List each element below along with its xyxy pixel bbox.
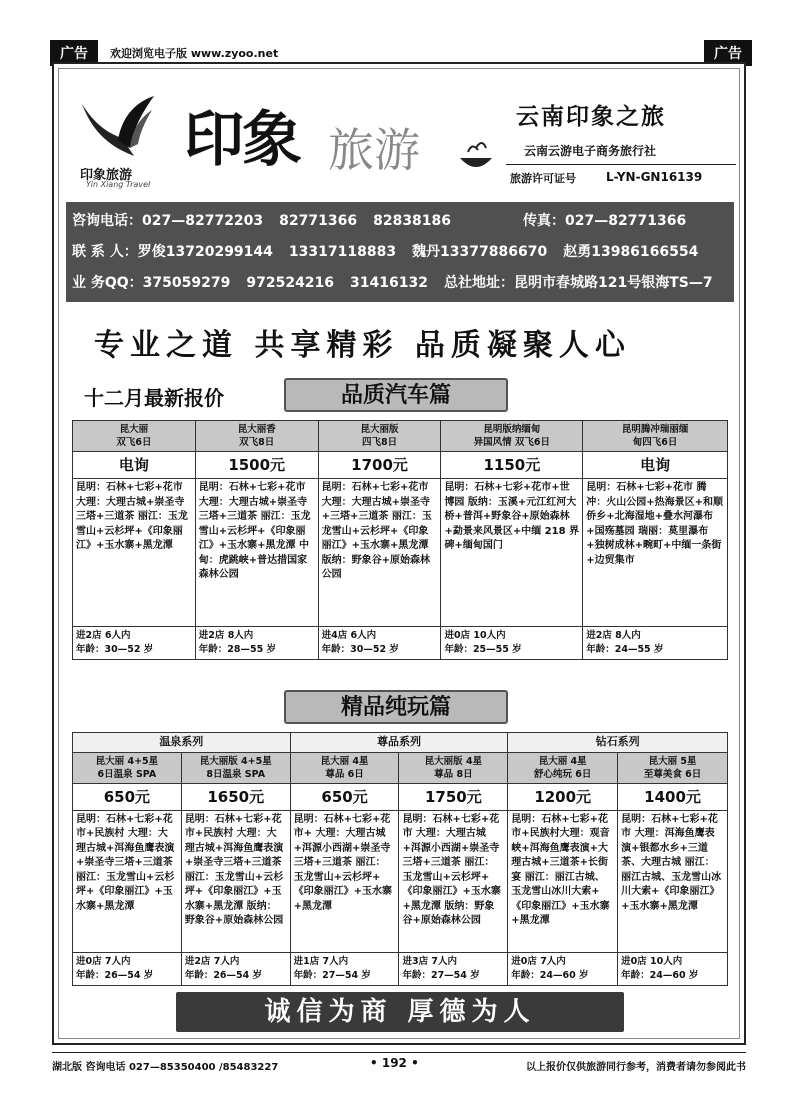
tour-route: 昆明：石林+七彩+花市+ 大理：大理古城+洱源小西湖+崇圣寺三塔+三道茶 丽江：玉龙雪山+云杉坪+《印象丽江》+玉水寨+黑龙潭 bbox=[290, 810, 399, 952]
contact-qq-line: 业 务QQ：375059279 972524216 31416132 总社地址：昆明市春城路121号银海TS—7 bbox=[72, 275, 713, 291]
contact-person-line: 联 系 人：罗俊13720299144 13317118883 魏丹13377886670 赵勇13986166554 bbox=[72, 244, 699, 260]
tour-name-cell: 昆大丽版 4星 尊品 8日 bbox=[399, 752, 508, 783]
footer-disclaimer: 以上报价仅供旅游同行参考，消费者请勿参阅此书 bbox=[526, 1062, 746, 1073]
tour-price: 1200元 bbox=[508, 783, 618, 810]
ad-label-right: 广告 bbox=[704, 40, 752, 66]
footer-contact: 湖北版 咨询电话 027—85350400 /85483227 bbox=[52, 1062, 279, 1073]
tour-route: 昆明：石林+七彩+花市 腾冲：火山公园+热海景区+和顺侨乡+北海湿地+叠水河瀑布+国殇墓园 瑞丽：莫里瀑布+独树成林+畹町+中缅一条街+边贸集市 bbox=[583, 479, 728, 627]
wing-logo-icon bbox=[74, 96, 156, 166]
page-number: • 192 • bbox=[370, 1056, 419, 1070]
tour-shop-age: 进2店 6人内 年龄：30—52 岁 bbox=[73, 627, 196, 660]
tour-name-cell: 昆大丽版 4+5星 8日温泉 SPA bbox=[181, 752, 290, 783]
ad-label-left: 广告 bbox=[50, 40, 98, 66]
tour-price: 1700元 bbox=[318, 452, 441, 479]
tour-price: 650元 bbox=[73, 783, 182, 810]
tour-shop-age: 进1店 7人内 年龄：27—54 岁 bbox=[290, 952, 399, 985]
tour-route: 昆明：石林+七彩+花市 大理：大理古城+崇圣寺三塔+三道茶 丽江：玉龙雪山+云杉坪+《印象丽江》+玉水寨+黑龙潭 中甸：虎跳峡+普达措国家森林公园 bbox=[195, 479, 318, 627]
tour-route: 昆明：石林+七彩+花市 大理：洱海鱼鹰表演+银都水乡+三道茶、大理古城 丽江：丽江古城、玉龙雪山冰川大索+《印象丽江》+玉水寨+黑龙潭 bbox=[618, 810, 728, 952]
permit-number: L-YN-GN16139 bbox=[606, 170, 703, 184]
tour-route: 昆明：石林+七彩+花市+民族村 大理：大理古城+洱海鱼鹰表演+崇圣寺三塔+三道茶 丽江：玉龙雪山+云杉坪+《印象丽江》+玉水寨+黑龙潭 版纳：野象谷+原始森林公园 bbox=[181, 810, 290, 952]
tour-route: 昆明：石林+七彩+花市+民族村大理：观音峡+洱海鱼鹰表演+大理古城+三道茶+长街宴 丽江：丽江古城、玉龙雪山冰川大索+《印象丽江》+玉水寨+黑龙潭 bbox=[508, 810, 618, 952]
footer-divider bbox=[52, 1052, 746, 1053]
tour-price: 电询 bbox=[583, 452, 728, 479]
tour-price: 1500元 bbox=[195, 452, 318, 479]
tour-price: 1400元 bbox=[618, 783, 728, 810]
tour-shop-age: 进0店 10人内 年龄：25—55 岁 bbox=[441, 627, 583, 660]
tour-shop-age: 进3店 7人内 年龄：27—54 岁 bbox=[399, 952, 508, 985]
tour-price: 电询 bbox=[73, 452, 196, 479]
brand-name-big: 印象 bbox=[184, 105, 300, 175]
tour-shop-age: 进0店 7人内 年龄：24—60 岁 bbox=[508, 952, 618, 985]
company-name: 云南云游电子商务旅行社 bbox=[524, 144, 657, 158]
section-title-cars: 品质汽车篇 bbox=[284, 378, 508, 412]
bowl-icon bbox=[456, 136, 496, 176]
tour-name-cell: 昆大丽 4星 舒心纯玩 6日 bbox=[508, 752, 618, 783]
tour-name-cell: 昆明版纳缅甸 异国风情 双飞6日 bbox=[441, 421, 583, 452]
brand-name-gray: 旅游 bbox=[328, 123, 420, 177]
tour-shop-age: 进2店 8人内 年龄：28—55 岁 bbox=[195, 627, 318, 660]
tour-price: 1150元 bbox=[441, 452, 583, 479]
tour-name-cell: 昆大丽 4+5星 6日温泉 SPA bbox=[73, 752, 182, 783]
tour-route: 昆明：石林+七彩+花市+世博园 版纳：玉溪+元江红河大桥+普洱+野象谷+原始森林+勐景来风景区+中缅 218 界碑+缅甸国门 bbox=[441, 479, 583, 627]
ad-frame bbox=[52, 62, 746, 1045]
brand-slogan: 云南印象之旅 bbox=[516, 103, 666, 130]
tour-route: 昆明：石林+七彩+花市 大理：大理古城+崇圣寺+三塔+三道茶 丽江：玉龙雪山+云杉坪+《印象丽江》+玉水寨+黑龙潭 版纳：野象谷+原始森林公园 bbox=[318, 479, 441, 627]
divider bbox=[506, 164, 736, 165]
tour-price: 1750元 bbox=[399, 783, 508, 810]
tour-route: 昆明：石林+七彩+花市 大理：大理古城+崇圣寺三塔+三道茶 丽江：玉龙雪山+云杉坪+《印象丽江》+玉水寨+黑龙潭 bbox=[73, 479, 196, 627]
contact-phone-line: 咨询电话：027—82772203 82771366 82838186 传真：027—82771366 bbox=[72, 213, 687, 229]
tour-shop-age: 进2店 7人内 年龄：26—54 岁 bbox=[181, 952, 290, 985]
tour-shop-age: 进0店 7人内 年龄：26—54 岁 bbox=[73, 952, 182, 985]
tour-name-cell: 昆大丽版 四飞8日 bbox=[318, 421, 441, 452]
tour-price: 650元 bbox=[290, 783, 399, 810]
bottom-slogan: 诚信为商 厚德为人 bbox=[176, 992, 624, 1032]
tour-name-cell: 昆大丽香 双飞8日 bbox=[195, 421, 318, 452]
group-diamond: 钻石系列 bbox=[508, 733, 728, 753]
tour-name-cell: 昆大丽 4星 尊品 6日 bbox=[290, 752, 399, 783]
tour-shop-age: 进4店 6人内 年龄：30—52 岁 bbox=[318, 627, 441, 660]
tour-name-cell: 昆大丽 5星 至尊美食 6日 bbox=[618, 752, 728, 783]
car-tour-table bbox=[72, 420, 728, 660]
group-hot-spring: 温泉系列 bbox=[73, 733, 291, 753]
december-label: 十二月最新报价 bbox=[84, 386, 224, 410]
group-premium: 尊品系列 bbox=[290, 733, 508, 753]
tour-price: 1650元 bbox=[181, 783, 290, 810]
contact-block bbox=[66, 202, 734, 302]
tour-route: 昆明：石林+七彩+花市 大理：大理古城+洱源小西湖+崇圣寺三塔+三道茶 丽江：玉龙雪山+云杉坪+《印象丽江》+玉水寨+黑龙潭 版纳：野象谷+原始森林公园 bbox=[399, 810, 508, 952]
logo-en-name: Yin Xiang Travel bbox=[86, 180, 151, 189]
permit-label: 旅游许可证号 bbox=[510, 172, 576, 185]
section-title-play: 精品纯玩篇 bbox=[284, 690, 508, 724]
logo-cn-name: 印象旅游 bbox=[80, 168, 133, 183]
tour-route: 昆明：石林+七彩+花市+民族村 大理：大理古城+洱海鱼鹰表演+崇圣寺三塔+三道茶 丽江：玉龙雪山+云杉坪+《印象丽江》+玉水寨+黑龙潭 bbox=[73, 810, 182, 952]
play-tour-table bbox=[72, 732, 728, 986]
tour-shop-age: 进0店 10人内 年龄：24—60 岁 bbox=[618, 952, 728, 985]
site-link[interactable]: 欢迎浏览电子版 www.zyoo.net bbox=[110, 47, 279, 60]
tour-name-cell: 昆大丽 双飞6日 bbox=[73, 421, 196, 452]
tour-shop-age: 进2店 8人内 年龄：24—55 岁 bbox=[583, 627, 728, 660]
tour-name-cell: 昆明腾冲瑞丽缅 甸四飞6日 bbox=[583, 421, 728, 452]
motto: 专业之道 共享精彩 品质凝聚人心 bbox=[94, 328, 631, 363]
